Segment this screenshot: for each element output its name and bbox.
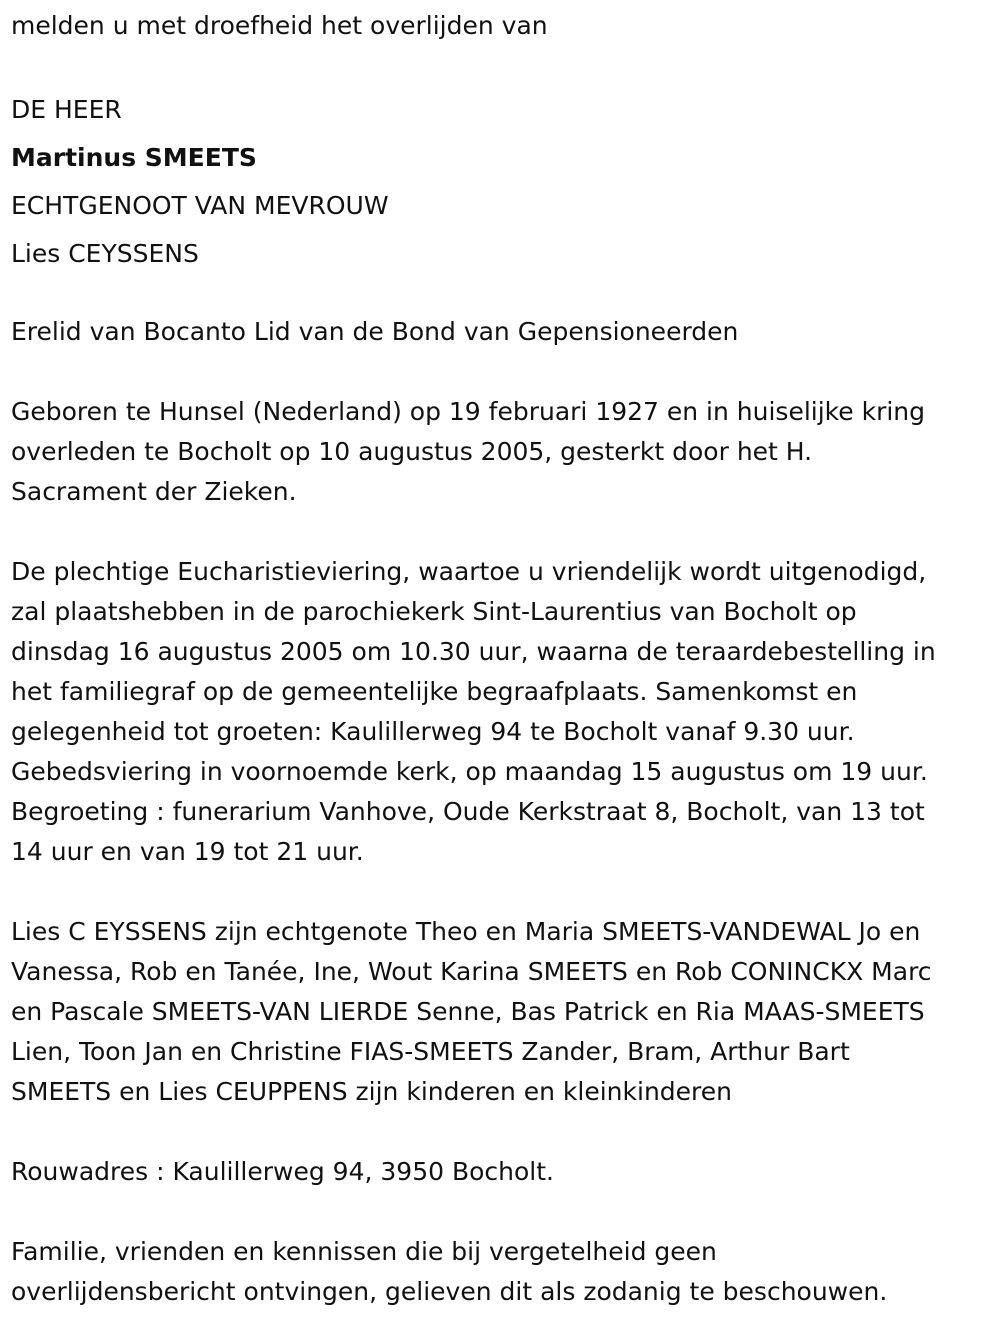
family-paragraph — [11, 912, 993, 1112]
paragraph-line: Lies C EYSSENS zijn echtgenote Theo en Maria SMEETS-VANDEWAL Jo en — [11, 917, 921, 946]
spouse-label: ECHTGENOOT VAN MEVROUW — [11, 191, 389, 220]
paragraph-line: gelegenheid tot groeten: Kaulillerweg 94 te Bocholt vanaf 9.30 uur. — [11, 717, 855, 746]
spacer — [11, 1192, 993, 1232]
ceremony-paragraph — [11, 552, 993, 872]
paragraph-line: Lien, Toon Jan en Christine FIAS-SMEETS Zander, Bram, Arthur Bart — [11, 1037, 850, 1066]
paragraph-line: Begroeting : funerarium Vanhove, Oude Kerkstraat 8, Bocholt, van 13 tot — [11, 797, 925, 826]
paragraph-line: Geboren te Hunsel (Nederland) op 19 februari 1927 en in huiselijke kring — [11, 397, 926, 426]
spouse-name: Lies CEYSSENS — [11, 239, 199, 268]
paragraph-line: Sacrament der Zieken. — [11, 477, 297, 506]
death-notice — [11, 6, 993, 1312]
address-text: Rouwadres : Kaulillerweg 94, 3950 Bocholt. — [11, 1157, 554, 1186]
spacer — [11, 1112, 993, 1152]
paragraph-line: De plechtige Eucharistieviering, waartoe u vriendelijk wordt uitgenodigd, — [11, 557, 927, 586]
paragraph-line: Vanessa, Rob en Tanée, Ine, Wout Karina SMEETS en Rob CONINCKX Marc — [11, 957, 932, 986]
deceased-name: Martinus SMEETS — [11, 143, 257, 172]
spacer — [11, 512, 993, 552]
paragraph-line: zal plaatshebben in de parochiekerk Sint-Laurentius van Bocholt op — [11, 597, 857, 626]
paragraph-line: overlijdensbericht ontvingen, gelieven dit als zodanig te beschouwen. — [11, 1277, 888, 1306]
intro-text: melden u met droefheid het overlijden van — [11, 11, 548, 40]
spacer — [11, 872, 993, 912]
paragraph-line: dinsdag 16 augustus 2005 om 10.30 uur, waarna de teraardebestelling in — [11, 637, 936, 666]
title-text: DE HEER — [11, 95, 122, 124]
spacer — [11, 46, 993, 86]
paragraph-line: SMEETS en Lies CEUPPENS zijn kinderen en kleinkinderen — [11, 1077, 732, 1106]
honors-text: Erelid van Bocanto Lid van de Bond van Gepensioneerden — [11, 317, 739, 346]
paragraph-line: Familie, vrienden en kennissen die bij vergetelheid geen — [11, 1237, 717, 1266]
paragraph-line: Gebedsviering in voornoemde kerk, op maandag 15 augustus om 19 uur. — [11, 757, 928, 786]
spacer — [11, 278, 993, 312]
paragraph-line: 14 uur en van 19 tot 21 uur. — [11, 837, 364, 866]
spacer — [11, 352, 993, 392]
birth-death-paragraph — [11, 392, 993, 512]
paragraph-line: het familiegraf op de gemeentelijke begraafplaats. Samenkomst en — [11, 677, 858, 706]
closing-paragraph — [11, 1232, 993, 1312]
paragraph-line: overleden te Bocholt op 10 augustus 2005, gesterkt door het H. — [11, 437, 813, 466]
paragraph-line: en Pascale SMEETS-VAN LIERDE Senne, Bas Patrick en Ria MAAS-SMEETS — [11, 997, 925, 1026]
